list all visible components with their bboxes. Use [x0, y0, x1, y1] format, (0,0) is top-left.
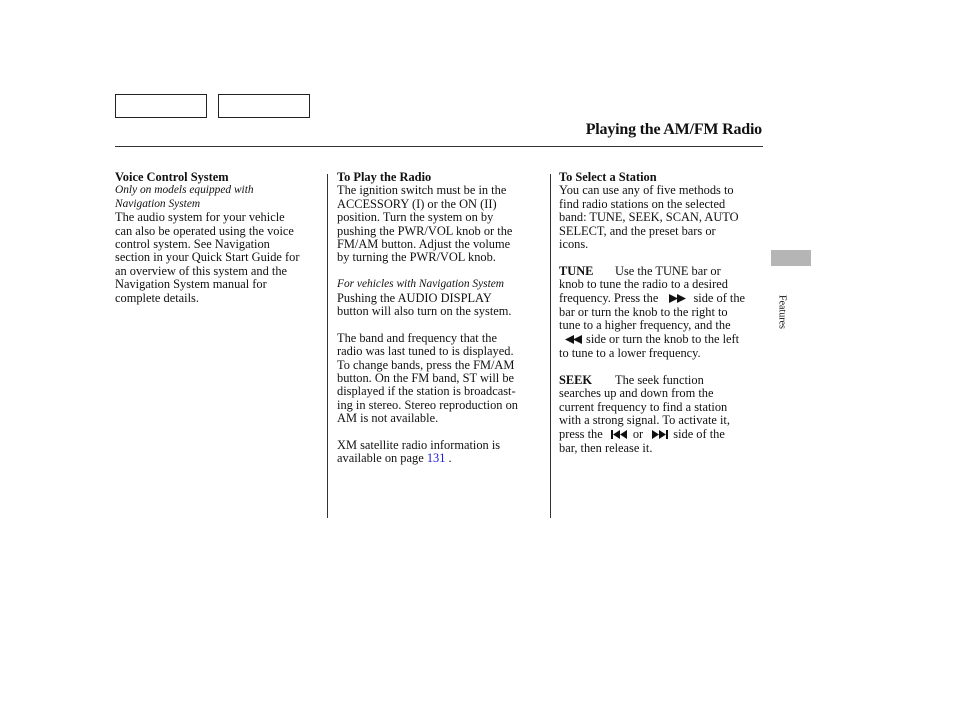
- section-tab-marker[interactable]: [771, 250, 811, 266]
- body-text: side of the: [673, 426, 725, 441]
- title-divider: [115, 146, 763, 147]
- body-line: To change bands, press the FM/AM: [337, 357, 515, 372]
- body-line: Pushing the AUDIO DISPLAY: [337, 290, 492, 305]
- body-line: [559, 265, 765, 278]
- body-line: You can use any of five methods to: [559, 183, 734, 198]
- body-line: button. On the FM band, ST will be: [337, 371, 515, 386]
- body-line: bar or turn the knob to the right to: [559, 305, 728, 320]
- body-line: ing in stereo. Stereo reproduction on: [337, 397, 518, 412]
- body-line: bar, then release it.: [559, 441, 653, 456]
- skip-forward-icon: [651, 429, 668, 442]
- column-voice-control: [115, 171, 320, 305]
- tune-label: TUNE: [559, 263, 594, 278]
- body-text: Use the TUNE bar or: [615, 263, 721, 278]
- body-line: band: TUNE, SEEK, SCAN, AUTO: [559, 210, 739, 225]
- body-line: radio was last tuned to is displayed.: [337, 344, 514, 359]
- body-line: control system. See Navigation: [115, 237, 270, 252]
- body-line: tune to a higher frequency, and the: [559, 318, 731, 333]
- body-line: [559, 374, 765, 387]
- body-text: The seek function: [615, 373, 704, 388]
- body-line: The ignition switch must be in the: [337, 183, 507, 198]
- section-note: Navigation System: [115, 197, 201, 210]
- body-line: SELECT, and the preset bars or: [559, 223, 716, 238]
- body-line: icons.: [559, 237, 589, 252]
- body-text: available on page: [337, 451, 424, 466]
- body-line: by turning the PWR/VOL knob.: [337, 250, 496, 265]
- skip-back-icon: [611, 429, 628, 442]
- body-line: current frequency to find a station: [559, 399, 728, 414]
- section-note: For vehicles with Navigation System: [337, 278, 505, 291]
- body-line: XM satellite radio information is: [337, 438, 501, 453]
- fast-forward-icon: [669, 293, 687, 306]
- body-line: position. Turn the system on by: [337, 210, 494, 225]
- body-text: or: [632, 426, 644, 441]
- body-line: complete details.: [115, 290, 199, 305]
- body-line: button will also turn on the system.: [337, 304, 512, 319]
- body-line: AM is not available.: [337, 411, 439, 426]
- section-tab-label: [775, 292, 789, 332]
- body-text: frequency. Press the: [559, 290, 659, 305]
- nav-button-next[interactable]: [218, 94, 310, 118]
- body-line: The audio system for your vehicle: [115, 210, 285, 225]
- body-line: displayed if the station is broadcast-: [337, 384, 516, 399]
- body-line: find radio stations on the selected: [559, 196, 726, 211]
- section-heading: Voice Control System: [115, 170, 229, 184]
- section-heading: To Play the Radio: [337, 170, 432, 184]
- body-line: to tune to a lower frequency.: [559, 346, 701, 361]
- section-note: Only on models equipped with: [115, 184, 254, 197]
- column-play-radio: [337, 171, 543, 466]
- body-line: [559, 292, 765, 306]
- body-line: an overview of this system and the: [115, 263, 288, 278]
- column-divider: [550, 174, 551, 518]
- body-line: The band and frequency that the: [337, 330, 497, 345]
- rewind-icon: [565, 334, 583, 347]
- page-link[interactable]: 131: [426, 451, 446, 466]
- body-line: Navigation System manual for: [115, 277, 267, 292]
- body-line: section in your Quick Start Guide for: [115, 250, 300, 265]
- body-text: .: [445, 451, 452, 466]
- section-heading: To Select a Station: [559, 170, 657, 184]
- body-line: pushing the PWR/VOL knob or the: [337, 223, 513, 238]
- body-line: [337, 452, 543, 465]
- body-line: searches up and down from the: [559, 386, 714, 401]
- body-text: side or turn the knob to the left: [586, 331, 740, 346]
- body-line: [559, 428, 765, 442]
- body-line: [559, 333, 765, 347]
- body-line: ACCESSORY (I) or the ON (II): [337, 196, 497, 211]
- column-select-station: [559, 171, 765, 456]
- body-line: knob to tune the radio to a desired: [559, 277, 728, 292]
- seek-label: SEEK: [559, 373, 593, 388]
- body-text: side of the: [693, 290, 746, 305]
- nav-button-previous[interactable]: [115, 94, 207, 118]
- page-title: Playing the AM/FM Radio: [585, 121, 762, 138]
- body-line: with a strong signal. To activate it,: [559, 413, 730, 428]
- section-tab-text: Features: [776, 295, 788, 329]
- column-divider: [327, 174, 328, 518]
- body-text: press the: [559, 426, 603, 441]
- body-line: FM/AM button. Adjust the volume: [337, 237, 511, 252]
- body-line: can also be operated using the voice: [115, 223, 294, 238]
